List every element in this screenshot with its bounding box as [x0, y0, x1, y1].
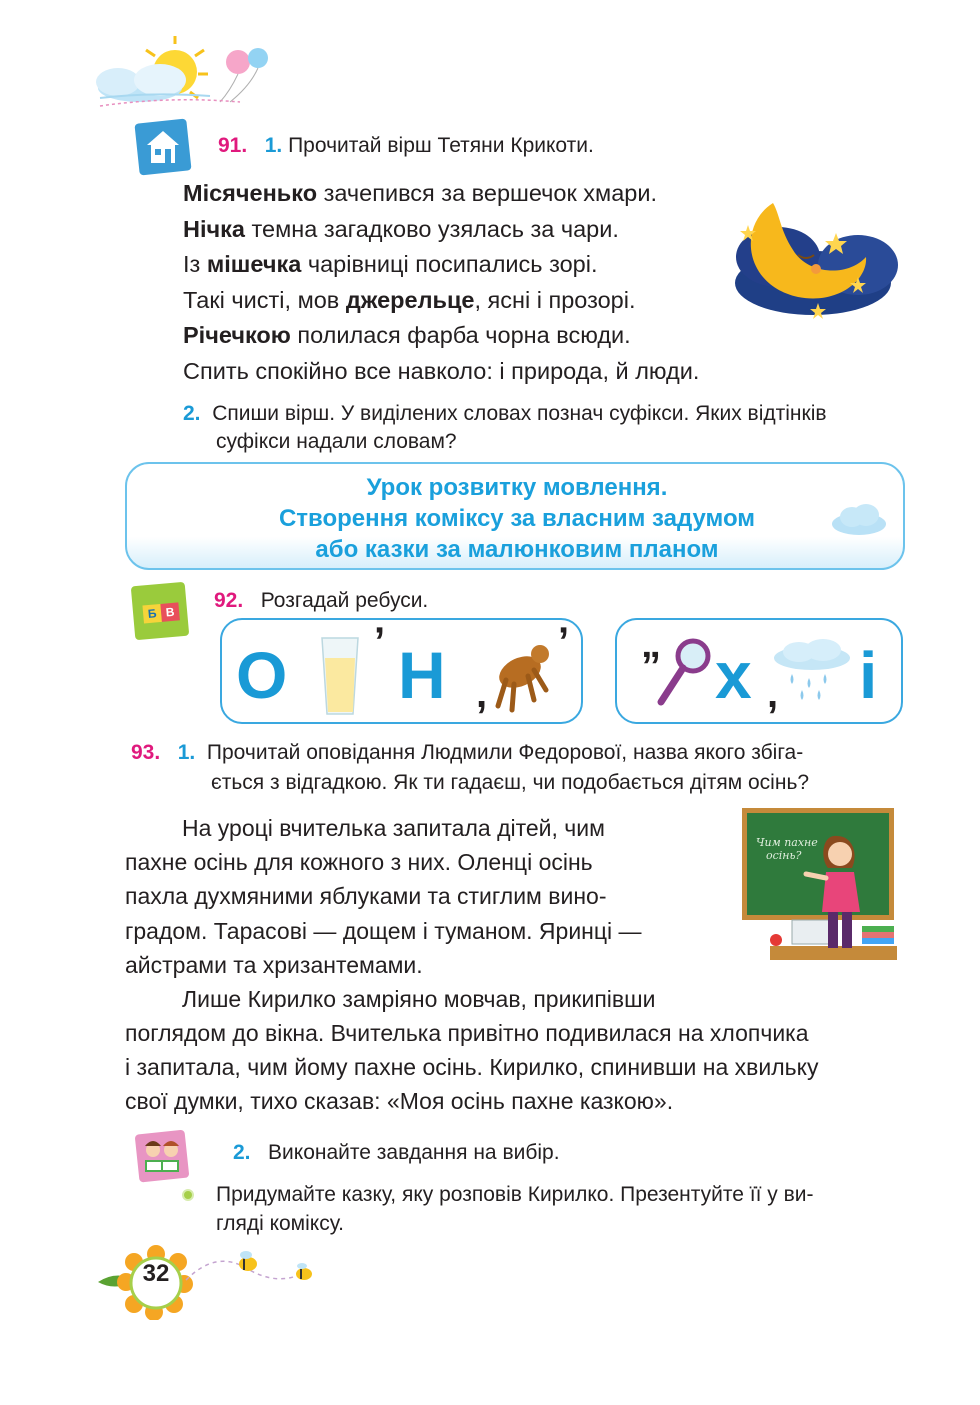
ex93-bullet: [216, 1180, 908, 1238]
page-number: 32: [142, 1260, 170, 1287]
home-task-icon: [133, 115, 195, 177]
story-line: пахне осінь для кожного з них. Оленці осінь: [125, 849, 593, 876]
lesson-heading-line: або казки за малюнковим планом: [315, 536, 719, 563]
rebus-comma: ,: [476, 672, 488, 716]
ex91-task2-line: [183, 400, 827, 428]
kids-reading-icon: [133, 1128, 193, 1186]
glass-of-milk-icon: [318, 634, 362, 718]
poem-bold-word: Річечкою: [183, 322, 291, 349]
lesson-heading-line: Створення коміксу за власним задумом: [278, 505, 756, 532]
bullet-icon: [182, 1189, 194, 1201]
story-line: пахла духмяними яблуками та стиглим вино-: [125, 883, 607, 910]
rebus-apostrophe: ’: [374, 620, 386, 664]
poem-text: темна загадково узялась за чари.: [244, 215, 619, 242]
ex91-task1-text: Прочитай вірш Тетяни Крикоти.: [288, 134, 594, 157]
poem-bold-word: Нічка: [183, 215, 245, 242]
ex91-task2-number: 2.: [183, 402, 201, 425]
ex93-task1-line: [131, 768, 809, 798]
poem-line: [183, 176, 699, 212]
story-line: градом. Тарасові — дощем і туманом. Яринці —: [125, 917, 642, 944]
rebus-1: [220, 618, 583, 724]
ex91-task2-text: суфікси надали словам?: [216, 430, 457, 453]
story-line: айстрами та хризантемами.: [125, 951, 423, 978]
poem-line: [183, 354, 699, 390]
poem-bold-word: Місяченько: [183, 180, 318, 206]
ex93-task1-line: [131, 738, 809, 768]
poem-text: Із: [183, 251, 207, 278]
ex92-number: 92.: [214, 589, 244, 612]
block-letter: В: [160, 602, 180, 622]
rebus-apostrophe: ’: [558, 620, 570, 664]
story-line: поглядом до вікна. Вчителька привітно подивилася на хлопчика: [125, 1020, 809, 1046]
ex93-task2: [233, 1141, 560, 1165]
poem-bold-word: джерельце: [345, 286, 475, 313]
ex91-number: 91.: [218, 134, 248, 157]
poem-line: [183, 318, 699, 354]
bullet-text: гляді коміксу.: [216, 1212, 344, 1235]
teacher-icon: [742, 808, 897, 968]
story-line: і запитала, чим йому пахне осінь. Кирилко, спинивши на хвильку: [125, 1054, 819, 1081]
poem: [183, 176, 699, 390]
rebus-letter: х: [715, 638, 752, 712]
cloud-icon: [830, 502, 888, 536]
poem-text: зачепився за вершечок хмари.: [317, 180, 657, 206]
poem-text: полилася фарба чорна всюди.: [290, 322, 631, 349]
lesson-heading-box: [125, 462, 905, 570]
rebus-quote-mark: „: [641, 622, 661, 666]
poem-text: Спить спокійно все навколо: і природа, й люди.: [183, 357, 700, 384]
ex93-task1-text: Прочитай оповідання Людмили Федорової, назва якого збіга-: [206, 741, 804, 764]
story-line: свої думки, тихо сказав: «Моя осінь пахне казкою».: [125, 1088, 674, 1115]
poem-line: [183, 283, 699, 319]
ex92-header: [214, 589, 428, 613]
ex92-text: Розгадай ребуси.: [260, 589, 429, 612]
teacher-chalkboard-illustration: [742, 808, 897, 968]
ex93-number: 93.: [131, 741, 161, 764]
ex91-task2-line: [183, 428, 827, 456]
ex91-task2-text: Спиши вірш. У виділених словах познач суфікси. Яких відтінків: [212, 402, 827, 425]
chalkboard-line: Чим пахне: [756, 836, 818, 849]
story-line: Лише Кирилко замріяно мовчав, прикипівши: [182, 986, 656, 1013]
rebus-letter: і: [859, 638, 878, 712]
magnifier-icon: [653, 636, 713, 708]
block-letter: Б: [142, 604, 162, 624]
ex91-task1-number: 1.: [264, 134, 283, 157]
ex93-task2-number: 2.: [233, 1141, 251, 1164]
ex91-header: [218, 134, 594, 158]
sun-clouds-balloons-decoration: [80, 36, 280, 116]
story-line: На уроці вчителька запитала дітей, чим: [182, 815, 605, 841]
chalkboard-line: осінь?: [766, 849, 802, 862]
poem-text: Такі чисті, мов: [183, 286, 346, 313]
ex93-task1-number: 1.: [177, 741, 196, 764]
ex93-task1-text: ється з відгадкою. Як ти гадаєш, чи подобається дітям осінь?: [211, 771, 810, 794]
rebus-2: [615, 618, 903, 724]
ex91-task2: [183, 400, 827, 456]
poem-line: [183, 247, 699, 283]
poem-bold-word: мішечка: [206, 251, 302, 278]
rain-cloud-icon: [767, 638, 857, 704]
ex93-task1: [131, 738, 809, 798]
story-full: [125, 1016, 908, 1119]
ex93-task2-text: Виконайте завдання на вибір.: [268, 1141, 560, 1164]
flower-bees-decoration: [96, 1240, 326, 1320]
rebus-letter: Н: [398, 638, 446, 712]
poem-text: чарівниці посипались зорі.: [301, 251, 598, 278]
sleeping-moon-illustration: [718, 185, 908, 330]
poem-text: , ясні і прозорі.: [474, 286, 636, 313]
rebus-letter: О: [236, 638, 288, 712]
abc-blocks-icon: [131, 582, 190, 641]
lesson-heading-line: Урок розвитку мовлення.: [366, 474, 668, 501]
story-wrapped: [125, 811, 713, 1016]
poem-line: [183, 212, 699, 248]
rebus-comma: ,: [767, 672, 779, 716]
calf-icon: [488, 636, 560, 716]
bullet-text: Придумайте казку, яку розповів Кирилко. Презентуйте її у ви-: [216, 1183, 814, 1206]
